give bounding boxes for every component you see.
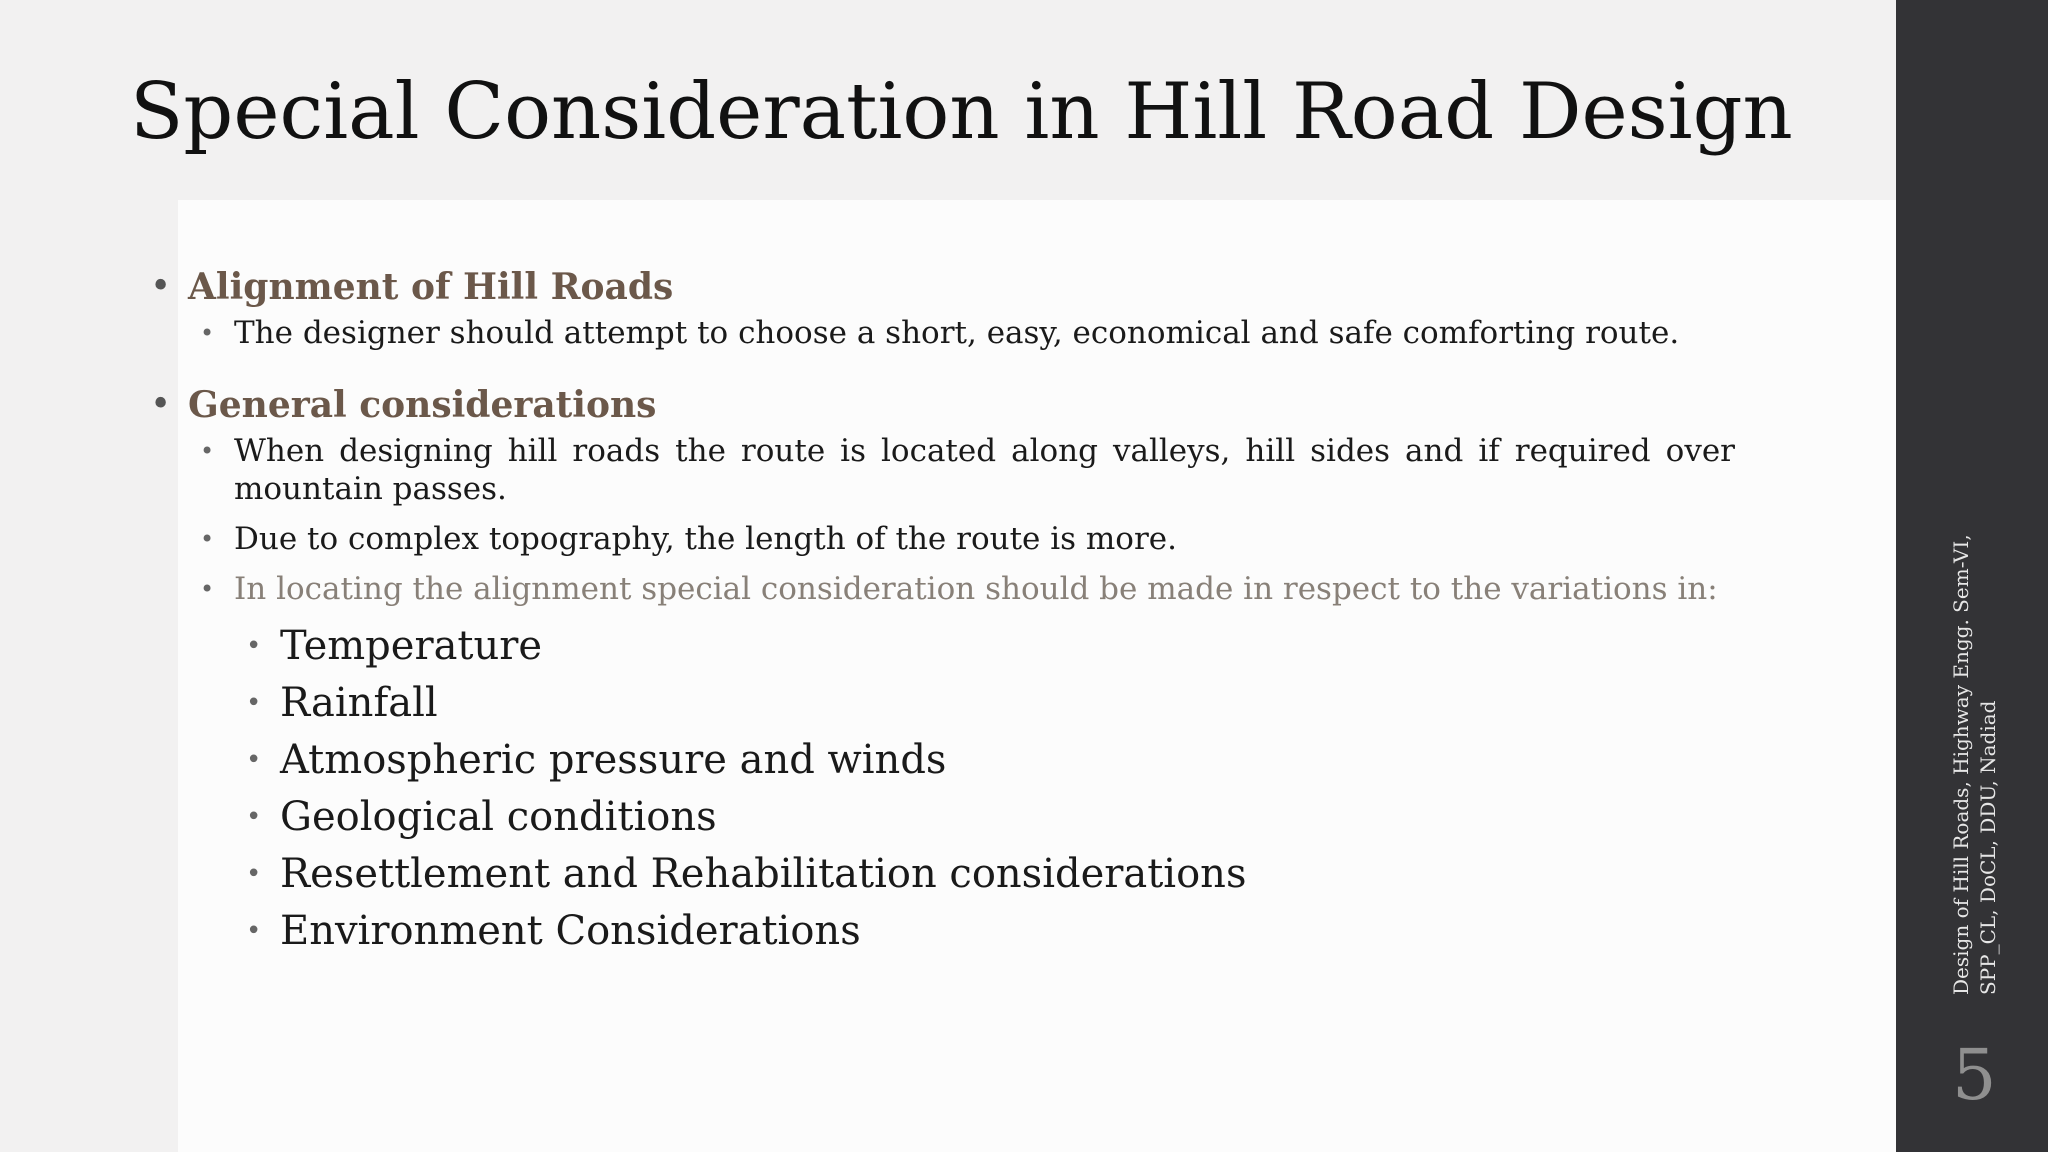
variation-text: Geological conditions [280, 794, 717, 840]
list-item-text: Due to complex topography, the length of the route is more. [234, 521, 1177, 557]
list-item [150, 570, 1735, 608]
bullet-icon: • [246, 859, 262, 889]
variation-item [150, 732, 1735, 789]
page-number: 5 [1952, 1034, 1997, 1116]
bullet-icon: • [150, 266, 172, 307]
list-item-text: In locating the alignment special consideration should be made in respect to the variations in: [234, 571, 1718, 607]
bullet-icon: • [200, 319, 215, 347]
list-item-text: When designing hill roads the route is located along valleys, hill sides and if required over mountain passes. [234, 433, 1735, 507]
bullet-icon: • [246, 631, 262, 661]
variation-item [150, 846, 1735, 903]
footer-text [1948, 495, 2002, 995]
variation-text: Environment Considerations [280, 908, 861, 954]
variation-text: Rainfall [280, 680, 438, 726]
bullet-icon: • [246, 688, 262, 718]
bullet-icon: • [150, 384, 172, 425]
section-heading-alignment [150, 262, 1735, 312]
variation-item [150, 903, 1735, 960]
slide-body [150, 262, 1735, 960]
section-heading-label: General considerations [188, 384, 657, 426]
footer-line: SPP_CL, DoCL, DDU, Nadiad [1976, 700, 2000, 995]
section-heading-general [150, 380, 1735, 430]
bullet-icon: • [200, 437, 215, 465]
slide-title: Special Consideration in Hill Road Design [130, 67, 1793, 157]
variation-text: Resettlement and Rehabilitation considerations [280, 851, 1247, 897]
variation-text: Temperature [280, 623, 543, 669]
bullet-icon: • [246, 916, 262, 946]
variation-item [150, 789, 1735, 846]
list-item [150, 314, 1735, 352]
variation-item [150, 675, 1735, 732]
list-item-text: The designer should attempt to choose a short, easy, economical and safe comforting route. [234, 315, 1680, 351]
footer-line: Design of Hill Roads, Highway Engg. Sem-VI, [1949, 534, 1973, 995]
variation-text: Atmospheric pressure and winds [280, 737, 947, 783]
list-item [150, 432, 1735, 508]
bullet-icon: • [246, 745, 262, 775]
bullet-icon: • [246, 802, 262, 832]
bullet-icon: • [200, 575, 215, 603]
bullet-icon: • [200, 525, 215, 553]
section-heading-label: Alignment of Hill Roads [188, 266, 674, 308]
variation-item [150, 618, 1735, 675]
list-item [150, 520, 1735, 558]
